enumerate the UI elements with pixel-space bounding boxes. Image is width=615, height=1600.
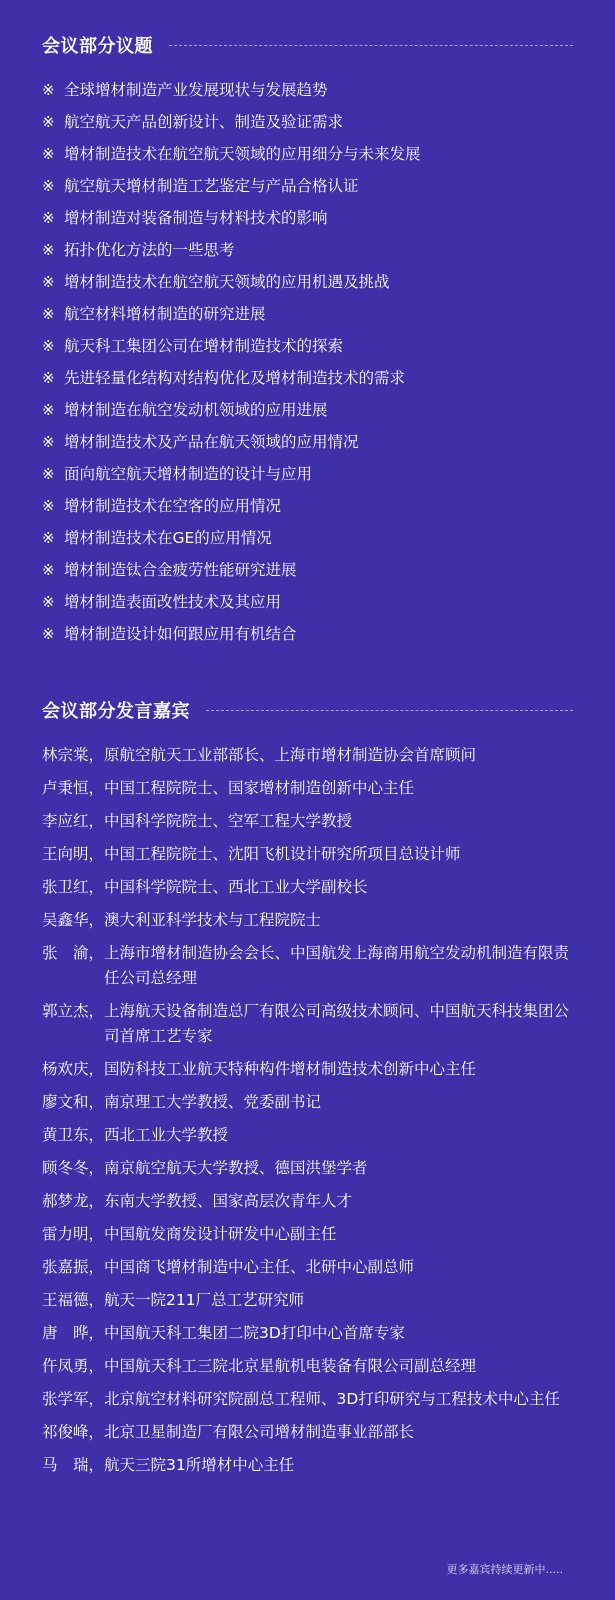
speaker-list	[42, 739, 573, 1482]
speaker-title: 中国科学院院士、空军工程大学教授	[104, 812, 353, 830]
speaker-name: 唐 晔，	[42, 1324, 105, 1342]
speaker-title: 西北工业大学教授	[104, 1126, 229, 1144]
speaker-item	[42, 772, 573, 805]
speaker-name: 卢秉恒，	[42, 779, 105, 797]
reference-mark-icon: ※	[42, 401, 55, 419]
topic-text: 增材制造技术在航空航天领域的应用细分与未来发展	[64, 145, 421, 163]
speaker-name: 马 瑞，	[42, 1456, 105, 1474]
topic-text: 增材制造技术在空客的应用情况	[64, 497, 282, 515]
speaker-title: 中国航天科工集团二院3D打印中心首席专家	[104, 1324, 405, 1342]
topic-text: 增材制造技术在航空航天领域的应用机遇及挑战	[64, 273, 390, 291]
speaker-item	[42, 904, 573, 937]
speaker-title: 上海航天设备制造总厂有限公司高级技术顾问、中国航天科技集团公司首席工艺专家	[104, 1002, 570, 1045]
speaker-item	[42, 937, 573, 995]
speaker-title: 中国工程院院士、沈阳飞机设计研究所项目总设计师	[104, 845, 461, 863]
speaker-title: 北京航空材料研究院副总工程师、3D打印研究与工程技术中心主任	[104, 1390, 560, 1408]
topic-text: 航空航天增材制造工艺鉴定与产品合格认证	[64, 177, 359, 195]
topic-item	[42, 586, 573, 618]
topics-header	[42, 30, 573, 60]
speaker-name: 王福德，	[42, 1291, 105, 1309]
topic-item	[42, 618, 573, 650]
reference-mark-icon: ※	[42, 81, 55, 99]
reference-mark-icon: ※	[42, 145, 55, 163]
speaker-name: 张卫红，	[42, 878, 105, 896]
speaker-item	[42, 1152, 573, 1185]
speaker-item	[42, 1317, 573, 1350]
speaker-name: 李应红，	[42, 812, 105, 830]
topic-item	[42, 170, 573, 202]
topic-item	[42, 362, 573, 394]
reference-mark-icon: ※	[42, 113, 55, 131]
speaker-title: 航天一院211厂总工艺研究师	[104, 1291, 305, 1309]
reference-mark-icon: ※	[42, 337, 55, 355]
reference-mark-icon: ※	[42, 561, 55, 579]
reference-mark-icon: ※	[42, 465, 55, 483]
speaker-title: 澳大利亚科学技术与工程院院士	[104, 911, 322, 929]
topic-item	[42, 554, 573, 586]
speaker-name: 祁俊峰，	[42, 1423, 105, 1441]
reference-mark-icon: ※	[42, 369, 55, 387]
topic-item	[42, 490, 573, 522]
reference-mark-icon: ※	[42, 177, 55, 195]
topic-item	[42, 138, 573, 170]
speaker-name: 雷力明，	[42, 1225, 105, 1243]
topic-text: 先进轻量化结构对结构优化及增材制造技术的需求	[64, 369, 406, 387]
speaker-title: 北京卫星制造厂有限公司增材制造事业部部长	[104, 1423, 415, 1441]
speaker-item	[42, 1449, 573, 1482]
speaker-item	[42, 1119, 573, 1152]
speaker-title: 中国航发商发设计研发中心副主任	[104, 1225, 337, 1243]
speaker-name: 张 渝，	[42, 944, 105, 962]
speaker-title: 南京航空航天大学教授、德国洪堡学者	[104, 1159, 368, 1177]
speaker-title: 上海市增材制造协会会长、中国航发上海商用航空发动机制造有限责任公司总经理	[104, 944, 570, 987]
topic-item	[42, 330, 573, 362]
topic-item	[42, 426, 573, 458]
speaker-title: 中国工程院院士、国家增材制造创新中心主任	[104, 779, 415, 797]
speaker-name: 仵凤勇，	[42, 1357, 105, 1375]
reference-mark-icon: ※	[42, 625, 55, 643]
reference-mark-icon: ※	[42, 273, 55, 291]
speaker-item	[42, 1086, 573, 1119]
topic-text: 增材制造在航空发动机领域的应用进展	[64, 401, 328, 419]
topics-title: 会议部分议题	[42, 36, 153, 57]
reference-mark-icon: ※	[42, 593, 55, 611]
topic-text: 航天科工集团公司在增材制造技术的探索	[64, 337, 344, 355]
topic-text: 航空航天产品创新设计、制造及验证需求	[64, 113, 344, 131]
topic-item	[42, 522, 573, 554]
speaker-title: 南京理工大学教授、党委副书记	[104, 1093, 322, 1111]
speaker-name: 郭立杰，	[42, 1002, 105, 1020]
speaker-title: 中国科学院院士、西北工业大学副校长	[104, 878, 368, 896]
topic-text: 增材制造钛合金疲劳性能研究进展	[64, 561, 297, 579]
speaker-item	[42, 871, 573, 904]
speaker-item	[42, 1284, 573, 1317]
more-speakers-note: 更多嘉宾持续更新中.....	[446, 1563, 563, 1576]
reference-mark-icon: ※	[42, 433, 55, 451]
speaker-title: 原航空航天工业部部长、上海市增材制造协会首席顾问	[104, 746, 477, 764]
speaker-title: 航天三院31所增材中心主任	[104, 1456, 295, 1474]
speaker-title: 国防科技工业航天特种构件增材制造技术创新中心主任	[104, 1060, 477, 1078]
reference-mark-icon: ※	[42, 305, 55, 323]
reference-mark-icon: ※	[42, 209, 55, 227]
speaker-name: 杨欢庆，	[42, 1060, 105, 1078]
topic-text: 增材制造表面改性技术及其应用	[64, 593, 282, 611]
speaker-item	[42, 1416, 573, 1449]
speaker-name: 顾冬冬，	[42, 1159, 105, 1177]
topic-text: 增材制造对装备制造与材料技术的影响	[64, 209, 328, 227]
topic-item	[42, 234, 573, 266]
speaker-name: 黄卫东，	[42, 1126, 105, 1144]
speaker-name: 廖文和，	[42, 1093, 105, 1111]
speaker-title: 中国商飞增材制造中心主任、北研中心副总师	[104, 1258, 415, 1276]
reference-mark-icon: ※	[42, 497, 55, 515]
topic-item	[42, 106, 573, 138]
speaker-name: 王向明，	[42, 845, 105, 863]
speaker-item	[42, 1251, 573, 1284]
speakers-title: 会议部分发言嘉宾	[42, 701, 190, 722]
topic-text: 增材制造设计如何跟应用有机结合	[64, 625, 297, 643]
speaker-title: 东南大学教授、国家高层次青年人才	[104, 1192, 353, 1210]
speaker-name: 张嘉振，	[42, 1258, 105, 1276]
speaker-item	[42, 739, 573, 772]
topic-text: 拓扑优化方法的一些思考	[64, 241, 235, 259]
speaker-item	[42, 805, 573, 838]
dashed-divider	[206, 710, 573, 711]
topic-item	[42, 202, 573, 234]
speaker-item	[42, 1383, 573, 1416]
topic-item	[42, 74, 573, 106]
speaker-item	[42, 1185, 573, 1218]
topic-text: 增材制造技术及产品在航天领域的应用情况	[64, 433, 359, 451]
dashed-divider	[169, 45, 573, 46]
speaker-item	[42, 1350, 573, 1383]
topic-item	[42, 394, 573, 426]
topic-item	[42, 266, 573, 298]
topic-text: 增材制造技术在GE的应用情况	[64, 529, 272, 547]
speaker-item	[42, 1218, 573, 1251]
speaker-name: 林宗棠，	[42, 746, 105, 764]
speaker-item	[42, 838, 573, 871]
topic-text: 航空材料增材制造的研究进展	[64, 305, 266, 323]
speaker-item	[42, 1053, 573, 1086]
topic-text: 面向航空航天增材制造的设计与应用	[64, 465, 313, 483]
reference-mark-icon: ※	[42, 529, 55, 547]
speakers-header	[42, 695, 573, 725]
speaker-name: 张学军，	[42, 1390, 105, 1408]
speakers-section	[42, 695, 573, 1482]
speaker-name: 郝梦龙，	[42, 1192, 105, 1210]
reference-mark-icon: ※	[42, 241, 55, 259]
speaker-name: 吴鑫华，	[42, 911, 105, 929]
topics-section	[42, 30, 573, 650]
topic-item	[42, 298, 573, 330]
speaker-item	[42, 995, 573, 1053]
topic-text: 全球增材制造产业发展现状与发展趋势	[64, 81, 328, 99]
speaker-title: 中国航天科工三院北京星航机电装备有限公司副总经理	[104, 1357, 477, 1375]
topic-item	[42, 458, 573, 490]
topic-list	[42, 74, 573, 650]
